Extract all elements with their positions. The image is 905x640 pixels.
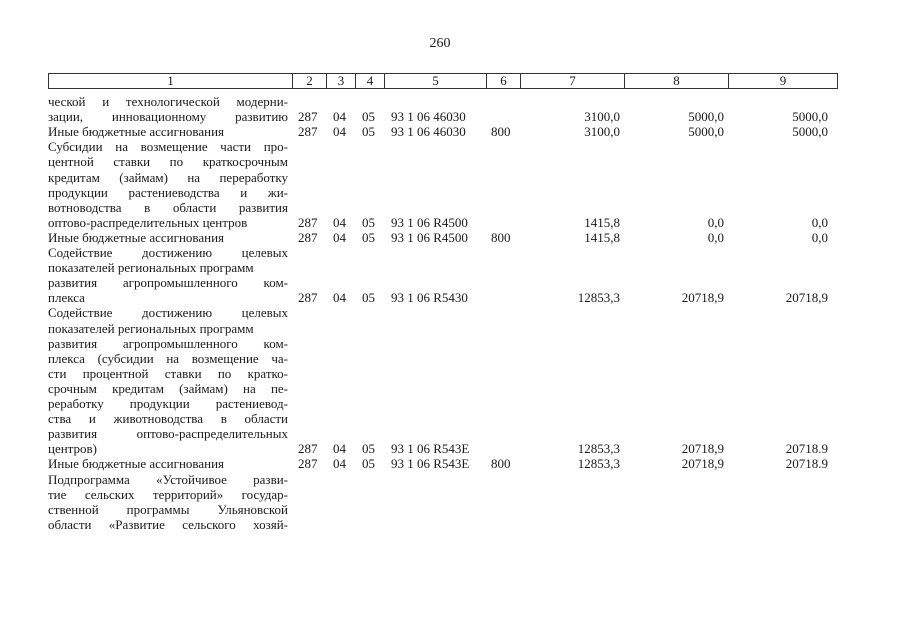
table-row [0,215,905,230]
row-amount-col-8: 20718,9 [681,441,724,457]
row-description: Содействие достижению целевых [48,245,288,260]
row-amount-col-8: 5000,0 [688,124,724,140]
row-description: оптово-распределительных центров [48,214,248,230]
table-row [0,321,905,336]
table-row [0,487,905,502]
header-col-3: 3 [326,73,355,89]
table-row [0,170,905,185]
row-target-article: 93 1 06 46030 [391,109,466,125]
row-description: показателей региональных программ [48,260,254,276]
table-row [0,275,905,290]
row-description: Содействие достижению целевых [48,305,288,321]
row-description: Иные бюджетные ассигнования [48,124,225,140]
row-amount-col-8: 0,0 [707,214,724,230]
table-row [0,185,905,200]
row-col-3: 04 [333,441,346,457]
row-col-3: 04 [333,290,346,306]
row-description: ства и животноводства в области [48,411,288,427]
table-row [0,154,905,169]
row-amount-col-8: 0,0 [707,229,724,245]
row-description: вотноводства в области развития [48,199,288,215]
row-col-4: 05 [362,441,375,457]
row-col-3: 04 [333,456,346,472]
row-description: развития агропромышленного ком- [48,335,288,351]
table-row [0,260,905,275]
row-amount-col-9: 5000,0 [792,124,828,140]
row-description: центров) [48,441,97,457]
row-col-3: 04 [333,229,346,245]
row-amount-col-9: 20718.9 [785,441,828,457]
table-row [0,245,905,260]
row-expense-type: 800 [491,229,511,245]
row-description: срочным кредитам (займам) на пе- [48,380,288,396]
header-col-4: 4 [355,73,384,89]
row-amount-col-7: 1415,8 [584,229,620,245]
row-col-2: 287 [298,456,318,472]
table-row [0,381,905,396]
row-description: продукции растениеводства и жи- [48,184,288,200]
row-description: Иные бюджетные ассигнования [48,456,225,472]
row-amount-col-7: 1415,8 [584,214,620,230]
row-target-article: 93 1 06 R4500 [391,214,468,230]
row-amount-col-7: 12853,3 [577,456,620,472]
row-description: Подпрограмма «Устойчивое разви- [48,471,288,487]
row-expense-type: 800 [491,456,511,472]
row-amount-col-9: 0,0 [811,214,828,230]
table-row [0,366,905,381]
table-row [0,456,905,471]
row-target-article: 93 1 06 46030 [391,124,466,140]
row-description: Субсидии на возмещение части про- [48,139,288,155]
header-col-2: 2 [292,73,326,89]
row-target-article: 93 1 06 R4500 [391,229,468,245]
table-row [0,351,905,366]
row-col-2: 287 [298,290,318,306]
row-amount-col-9: 5000,0 [792,109,828,125]
row-description: показателей региональных программ [48,320,254,336]
row-expense-type: 800 [491,124,511,140]
row-description: зации, инновационному развитию [48,109,288,125]
header-col-9: 9 [728,73,838,89]
row-col-4: 05 [362,124,375,140]
row-description: развития агропромышленного ком- [48,275,288,291]
table-row [0,124,905,139]
row-amount-col-9: 0,0 [811,229,828,245]
table-row [0,426,905,441]
row-description: кредитам (займам) на переработку [48,169,288,185]
table-row [0,200,905,215]
row-amount-col-9: 20718,9 [785,290,828,306]
row-description: центной ставки по краткосрочным [48,154,288,170]
header-col-1: 1 [48,73,292,89]
row-col-2: 287 [298,441,318,457]
page-number: 260 [429,36,451,51]
header-col-5: 5 [384,73,486,89]
row-description: плекса (субсидии на возмещение ча- [48,350,288,366]
row-amount-col-7: 12853,3 [577,290,620,306]
table-row [0,396,905,411]
row-description: ческой и технологической модерни- [48,94,288,109]
row-col-2: 287 [298,109,318,125]
table-row [0,336,905,351]
row-amount-col-7: 3100,0 [584,124,620,140]
table-row [0,305,905,320]
row-target-article: 93 1 06 R543E [391,456,470,472]
table-row [0,411,905,426]
row-description: плекса [48,290,85,306]
header-col-6: 6 [486,73,520,89]
row-col-3: 04 [333,109,346,125]
row-description: области «Развитие сельского хозяй- [48,516,288,532]
row-col-4: 05 [362,109,375,125]
row-amount-col-8: 5000,0 [688,109,724,125]
row-col-2: 287 [298,214,318,230]
row-col-3: 04 [333,124,346,140]
table-row [0,94,905,109]
row-amount-col-8: 20718,9 [681,456,724,472]
row-description: тие сельских территорий» государ- [48,486,288,502]
row-description: сти процентной ставки по кратко- [48,365,288,381]
table-row [0,290,905,305]
table-row [0,472,905,487]
row-amount-col-7: 3100,0 [584,109,620,125]
table-row [0,441,905,456]
row-col-2: 287 [298,229,318,245]
row-col-4: 05 [362,229,375,245]
table-row [0,139,905,154]
table-row [0,109,905,124]
row-target-article: 93 1 06 R5430 [391,290,468,306]
row-target-article: 93 1 06 R543E [391,441,470,457]
header-col-8: 8 [624,73,728,89]
row-description: реработку продукции растениевод- [48,396,288,411]
row-description: развития оптово-распределительных [48,426,288,442]
row-col-3: 04 [333,214,346,230]
row-col-4: 05 [362,456,375,472]
table-header [48,73,838,89]
row-amount-col-9: 20718.9 [785,456,828,472]
row-col-4: 05 [362,214,375,230]
row-amount-col-8: 20718,9 [681,290,724,306]
table-row [0,517,905,532]
row-amount-col-7: 12853,3 [577,441,620,457]
row-col-2: 287 [298,124,318,140]
row-description: ственной программы Ульяновской [48,501,288,517]
row-col-4: 05 [362,290,375,306]
table-row [0,502,905,517]
header-col-7: 7 [520,73,624,89]
table-row [0,230,905,245]
row-description: Иные бюджетные ассигнования [48,229,225,245]
